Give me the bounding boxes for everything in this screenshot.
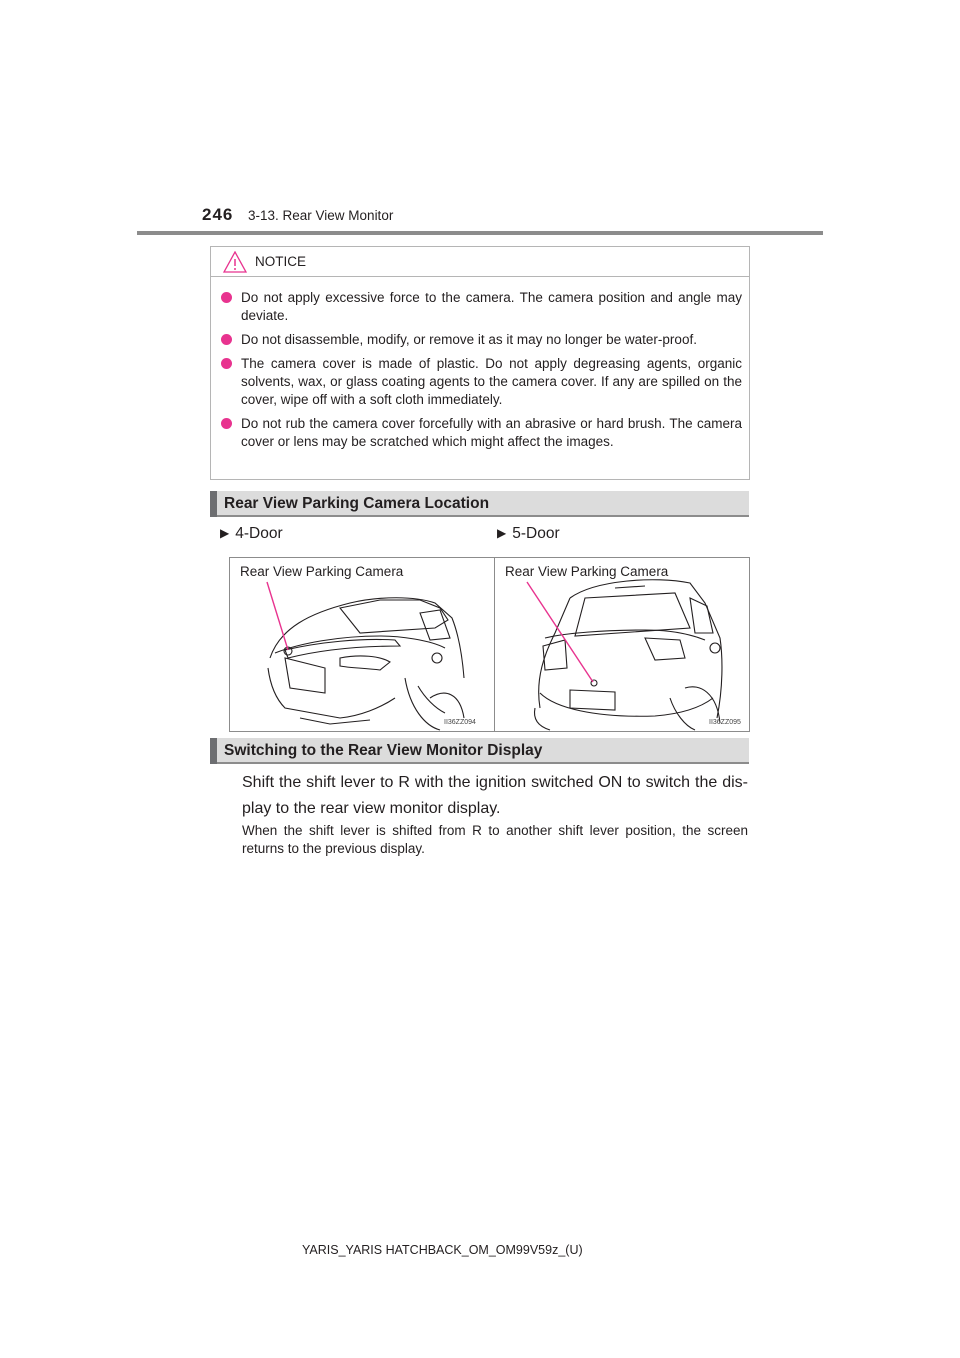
sedan-rear-illustration (230, 558, 494, 731)
notice-list (211, 277, 749, 451)
list-item (221, 415, 742, 451)
triangle-arrow-icon: ▶ (497, 526, 507, 540)
figure-code-4door: II36ZZ094 (444, 719, 476, 726)
figure-code-5door: II36ZZ095 (709, 719, 741, 726)
variant-4door (220, 525, 283, 543)
camera-figure (229, 557, 750, 732)
switching-heading-text: Switching to the Rear View Monitor Display (224, 742, 543, 759)
notice-item-text: Do not disassemble, modify, or remove it as it may no longer be water-proof. (241, 332, 697, 347)
hatchback-rear-illustration (495, 558, 749, 731)
notice-box (210, 246, 750, 480)
variant-4door-label: 4-Door (235, 525, 283, 542)
section-title: 3-13. Rear View Monitor (248, 208, 394, 223)
bullet-icon (221, 358, 232, 369)
bullet-icon (221, 418, 232, 429)
list-item (221, 289, 742, 325)
switching-note: When the shift lever is shifted from R to another shift lever position, the screen returns to the previous display. (242, 823, 748, 856)
triangle-arrow-icon: ▶ (220, 526, 230, 540)
notice-item-text: The camera cover is made of plastic. Do not apply degreasing agents, organic solvents, wax, or glass coating agents to the camera cover. If any are spilled on the cover, wipe off with a soft cloth immediately. (241, 356, 742, 407)
footer-doc-id: YARIS_YARIS HATCHBACK_OM_OM99V59z_(U) (302, 1243, 583, 1257)
location-heading-text: Rear View Parking Camera Location (224, 495, 490, 512)
notice-label: NOTICE (255, 254, 307, 269)
header-rule (137, 231, 823, 235)
list-item (221, 331, 742, 349)
camera-callout-5door: Rear View Parking Camera (505, 564, 669, 579)
switching-heading (210, 738, 749, 764)
page-number: 246 (202, 205, 234, 224)
location-heading (210, 491, 749, 517)
notice-item-text: Do not rub the camera cover forcefully with an abrasive or hard brush. The camera cover or lens may be scratched which might affect the images. (241, 416, 742, 449)
notice-item-text: Do not apply excessive force to the camera. The camera position and angle may deviate. (241, 290, 742, 323)
switching-body: Shift the shift lever to R with the ignition switched ON to switch the dis-play to the rear view monitor display. (242, 774, 748, 817)
list-item (221, 355, 742, 409)
bullet-icon (221, 334, 232, 345)
bullet-icon (221, 292, 232, 303)
variant-5door-label: 5-Door (512, 525, 560, 542)
camera-callout-4door: Rear View Parking Camera (240, 564, 404, 579)
notice-header (211, 247, 749, 277)
warning-triangle-icon (223, 251, 247, 273)
variant-5door (497, 525, 560, 543)
